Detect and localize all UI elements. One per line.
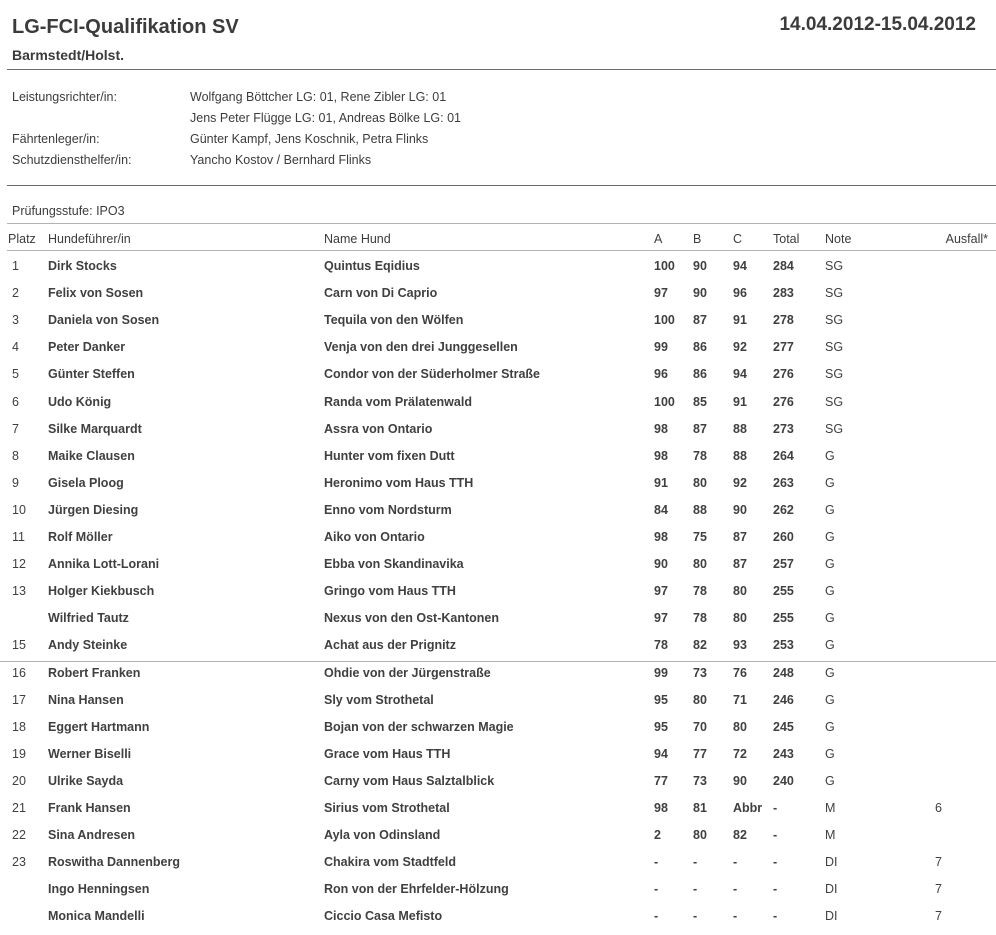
- cell-score-a: 99: [654, 665, 668, 680]
- cell-total: 260: [773, 530, 794, 544]
- cell-score-b: 78: [693, 448, 707, 463]
- cell-platz: 16: [12, 665, 26, 680]
- table-row: [0, 259, 996, 279]
- cell-score-c: 80: [733, 719, 747, 734]
- cell-total: 263: [773, 475, 794, 490]
- cell-platz: 15: [12, 638, 26, 653]
- cell-platz: 3: [12, 313, 19, 328]
- cell-ausfall: 7: [935, 882, 942, 897]
- cell-score-b: 80: [693, 557, 707, 572]
- header-divider: [7, 69, 996, 70]
- cell-platz: 20: [12, 773, 26, 788]
- cell-score-a: 95: [654, 719, 668, 734]
- cell-dog: Carny vom Haus Salztalblick: [324, 773, 495, 788]
- track-layers-value: Günter Kampf, Jens Koschnik, Petra Flinks: [190, 132, 429, 146]
- exam-level: Prüfungsstufe: IPO3: [12, 204, 125, 218]
- cell-score-a: 98: [654, 421, 668, 436]
- cell-platz: 4: [12, 340, 19, 355]
- cell-score-b: 73: [693, 665, 707, 680]
- table-row: [0, 855, 996, 875]
- cell-total: -: [773, 909, 778, 924]
- cell-score-a: 2: [654, 828, 661, 843]
- cell-note: G: [825, 719, 835, 734]
- cell-dog: Gringo vom Haus TTH: [324, 584, 456, 599]
- cell-platz: 9: [12, 475, 19, 490]
- cell-handler: Roswitha Dannenberg: [48, 855, 180, 870]
- judges-label: Leistungsrichter/in:: [12, 90, 117, 104]
- col-header-dog: Name Hund: [324, 232, 391, 246]
- table-row: [0, 449, 996, 469]
- cell-note: M: [825, 801, 836, 815]
- cell-handler: Rolf Möller: [48, 530, 113, 544]
- table-row: [0, 611, 996, 631]
- cell-score-a: 96: [654, 367, 668, 382]
- cell-score-a: 100: [654, 394, 675, 409]
- cell-score-a: 95: [654, 692, 668, 707]
- cell-platz: 13: [12, 584, 26, 599]
- cell-total: 245: [773, 719, 794, 734]
- cell-score-c: 90: [733, 502, 747, 517]
- cell-handler: Ulrike Sayda: [48, 773, 124, 788]
- cell-score-b: -: [693, 855, 698, 870]
- cell-score-c: 93: [733, 638, 747, 653]
- cell-score-a: 97: [654, 584, 668, 599]
- cell-note: DI: [825, 855, 838, 870]
- cell-note: SG: [825, 286, 844, 301]
- col-header-c: C: [733, 232, 743, 246]
- cell-score-a: 90: [654, 557, 668, 572]
- cell-handler: Silke Marquardt: [48, 421, 142, 436]
- cell-score-a: 97: [654, 611, 668, 626]
- col-header-a: A: [654, 232, 663, 246]
- cell-handler: Holger Kiekbusch: [48, 584, 155, 599]
- cell-platz: 19: [12, 746, 26, 761]
- cell-total: 278: [773, 313, 794, 328]
- cell-note: SG: [825, 367, 844, 382]
- cell-score-c: 80: [733, 584, 747, 599]
- cell-note: G: [825, 665, 835, 680]
- cell-total: 276: [773, 367, 794, 382]
- cell-note: G: [825, 746, 835, 761]
- cell-score-b: 90: [693, 286, 707, 301]
- cell-platz: 10: [12, 502, 26, 517]
- col-header-handler: Hundeführer/in: [48, 232, 131, 246]
- location-subtitle: Barmstedt/Holst.: [12, 47, 125, 63]
- cell-total: 284: [773, 259, 794, 273]
- cell-score-a: -: [654, 882, 659, 897]
- table-row: [0, 882, 996, 902]
- table-row: [0, 747, 996, 767]
- table-row: [0, 422, 996, 442]
- cell-platz: 21: [12, 801, 26, 815]
- table-row: [0, 693, 996, 713]
- table-row: [0, 476, 996, 496]
- cell-handler: Robert Franken: [48, 665, 141, 680]
- cell-note: G: [825, 530, 835, 544]
- table-row: [0, 584, 996, 604]
- cell-score-b: 80: [693, 475, 707, 490]
- cell-dog: Grace vom Haus TTH: [324, 746, 451, 761]
- cell-score-c: -: [733, 855, 738, 870]
- cell-ausfall: 7: [935, 909, 942, 924]
- cell-score-b: 85: [693, 394, 707, 409]
- cell-score-a: -: [654, 855, 659, 870]
- track-layers-label: Fährtenleger/in:: [12, 132, 100, 146]
- helpers-value: Yancho Kostov / Bernhard Flinks: [190, 153, 372, 167]
- cell-dog: Ciccio Casa Mefisto: [324, 909, 443, 924]
- cell-score-c: 94: [733, 367, 747, 382]
- cell-total: -: [773, 855, 778, 870]
- cell-score-c: 94: [733, 259, 747, 273]
- cell-score-b: 82: [693, 638, 707, 653]
- cell-handler: Nina Hansen: [48, 692, 124, 707]
- cell-score-c: 72: [733, 746, 747, 761]
- table-row: [0, 801, 996, 821]
- cell-score-a: 84: [654, 502, 668, 517]
- cell-note: G: [825, 773, 835, 788]
- table-row: [0, 286, 996, 306]
- cell-handler: Eggert Hartmann: [48, 719, 150, 734]
- cell-note: DI: [825, 909, 838, 924]
- cell-handler: Annika Lott-Lorani: [48, 557, 160, 572]
- cell-total: -: [773, 801, 778, 815]
- cell-handler: Peter Danker: [48, 340, 126, 355]
- cell-dog: Quintus Eqidius: [324, 259, 420, 273]
- cell-score-c: 96: [733, 286, 747, 301]
- cell-total: 283: [773, 286, 794, 301]
- cell-score-a: 78: [654, 638, 668, 653]
- cell-dog: Assra von Ontario: [324, 421, 433, 436]
- cell-score-a: 91: [654, 475, 668, 490]
- cell-score-c: 80: [733, 611, 747, 626]
- cell-score-a: 99: [654, 340, 668, 355]
- cell-score-c: 91: [733, 394, 747, 409]
- cell-score-a: 77: [654, 773, 668, 788]
- cell-note: G: [825, 692, 835, 707]
- cell-note: M: [825, 828, 836, 843]
- cell-total: 246: [773, 692, 794, 707]
- cell-note: G: [825, 584, 835, 599]
- cell-score-b: 77: [693, 746, 707, 761]
- cell-score-c: 87: [733, 530, 747, 544]
- table-row: [0, 666, 996, 686]
- cell-dog: Sirius vom Strothetal: [324, 801, 450, 815]
- cell-handler: Ingo Henningsen: [48, 882, 150, 897]
- cell-handler: Günter Steffen: [48, 367, 135, 382]
- cell-score-c: Abbr: [733, 801, 763, 815]
- cell-score-b: -: [693, 882, 698, 897]
- cell-handler: Wilfried Tautz: [48, 611, 129, 626]
- cell-platz: 2: [12, 286, 19, 301]
- table-row: [0, 720, 996, 740]
- cell-score-a: -: [654, 909, 659, 924]
- cell-platz: 12: [12, 557, 26, 572]
- helpers-label: Schutzdiensthelfer/in:: [12, 153, 132, 167]
- cell-total: 264: [773, 448, 794, 463]
- row-strike-line: [0, 661, 996, 662]
- cell-dog: Sly vom Strothetal: [324, 692, 434, 707]
- judges-value-continued: Jens Peter Flügge LG: 01, Andreas Bölke LG: 01: [190, 111, 461, 125]
- cell-score-b: 87: [693, 421, 707, 436]
- cell-score-a: 98: [654, 448, 668, 463]
- cell-note: G: [825, 638, 835, 653]
- cell-score-b: 88: [693, 502, 707, 517]
- cell-score-a: 97: [654, 286, 668, 301]
- cell-note: G: [825, 448, 835, 463]
- cell-score-c: 92: [733, 340, 747, 355]
- cell-note: G: [825, 557, 835, 572]
- judges-value: Wolfgang Böttcher LG: 01, Rene Zibler LG: 01: [190, 90, 447, 104]
- cell-total: 248: [773, 665, 794, 680]
- cell-note: SG: [825, 394, 844, 409]
- cell-dog: Tequila von den Wölfen: [324, 313, 464, 328]
- cell-handler: Frank Hansen: [48, 801, 131, 815]
- cell-handler: Gisela Ploog: [48, 475, 124, 490]
- cell-score-b: -: [693, 909, 698, 924]
- officials-divider: [7, 185, 996, 186]
- cell-score-b: 78: [693, 611, 707, 626]
- cell-platz: 17: [12, 692, 26, 707]
- cell-dog: Condor von der Süderholmer Straße: [324, 367, 541, 382]
- date-range: 14.04.2012-15.04.2012: [779, 14, 976, 35]
- cell-ausfall: 6: [935, 801, 942, 815]
- cell-score-b: 70: [693, 719, 707, 734]
- level-divider: [7, 223, 996, 224]
- cell-platz: 5: [12, 367, 19, 382]
- cell-ausfall: 7: [935, 855, 942, 870]
- cell-dog: Chakira vom Stadtfeld: [324, 855, 456, 870]
- table-row: [0, 909, 996, 929]
- cell-score-a: 94: [654, 746, 668, 761]
- cell-score-c: -: [733, 882, 738, 897]
- cell-note: G: [825, 475, 835, 490]
- cell-handler: Udo König: [48, 394, 112, 409]
- cell-handler: Werner Biselli: [48, 746, 132, 761]
- table-row: [0, 503, 996, 523]
- cell-score-c: 88: [733, 448, 747, 463]
- cell-handler: Maike Clausen: [48, 448, 135, 463]
- cell-note: SG: [825, 259, 844, 273]
- cell-dog: Hunter vom fixen Dutt: [324, 448, 455, 463]
- cell-score-c: 88: [733, 421, 747, 436]
- cell-score-c: 87: [733, 557, 747, 572]
- cell-dog: Aiko von Ontario: [324, 530, 425, 544]
- cell-dog: Ebba von Skandinavika: [324, 557, 464, 572]
- col-header-b: B: [693, 232, 702, 246]
- document-title: LG-FCI-Qualifikation SV: [12, 16, 239, 38]
- cell-note: SG: [825, 421, 844, 436]
- cell-score-b: 87: [693, 313, 707, 328]
- cell-note: SG: [825, 313, 844, 328]
- cell-dog: Randa vom Prälatenwald: [324, 394, 472, 409]
- cell-dog: Bojan von der schwarzen Magie: [324, 719, 514, 734]
- cell-dog: Nexus von den Ost-Kantonen: [324, 611, 500, 626]
- col-header-note: Note: [825, 232, 852, 246]
- cell-total: 257: [773, 557, 794, 572]
- cell-total: 277: [773, 340, 794, 355]
- cell-dog: Venja von den drei Junggesellen: [324, 340, 518, 355]
- cell-dog: Ohdie von der Jürgenstraße: [324, 665, 491, 680]
- cell-dog: Heronimo vom Haus TTH: [324, 475, 474, 490]
- cell-total: 255: [773, 584, 794, 599]
- cell-score-b: 81: [693, 801, 707, 815]
- cell-score-b: 80: [693, 828, 707, 843]
- cell-total: 262: [773, 502, 794, 517]
- cell-score-a: 100: [654, 313, 675, 328]
- cell-score-b: 80: [693, 692, 707, 707]
- cell-handler: Dirk Stocks: [48, 259, 117, 273]
- cell-note: G: [825, 611, 835, 626]
- table-row: [0, 313, 996, 333]
- table-row: [0, 530, 996, 550]
- cell-platz: 18: [12, 719, 26, 734]
- cell-total: 276: [773, 394, 794, 409]
- cell-platz: 11: [12, 530, 25, 544]
- cell-note: SG: [825, 340, 844, 355]
- cell-total: -: [773, 882, 778, 897]
- cell-handler: Jürgen Diesing: [48, 502, 139, 517]
- cell-handler: Daniela von Sosen: [48, 313, 160, 328]
- cell-note: G: [825, 502, 835, 517]
- cell-dog: Ron von der Ehrfelder-Hölzung: [324, 882, 509, 897]
- cell-score-c: 92: [733, 475, 747, 490]
- cell-score-b: 86: [693, 367, 707, 382]
- table-row: [0, 340, 996, 360]
- cell-score-c: 91: [733, 313, 747, 328]
- cell-dog: Carn von Di Caprio: [324, 286, 438, 301]
- cell-score-b: 78: [693, 584, 707, 599]
- cell-dog: Achat aus der Prignitz: [324, 638, 456, 653]
- cell-handler: Monica Mandelli: [48, 909, 145, 924]
- cell-handler: Andy Steinke: [48, 638, 128, 653]
- cell-handler: Sina Andresen: [48, 828, 136, 843]
- table-row: [0, 557, 996, 577]
- col-header-platz: Platz: [8, 232, 36, 246]
- cell-total: 255: [773, 611, 794, 626]
- cell-platz: 1: [12, 259, 19, 273]
- cell-score-b: 73: [693, 773, 707, 788]
- cell-score-a: 98: [654, 530, 668, 544]
- table-header-divider: [7, 250, 996, 251]
- table-row: [0, 774, 996, 794]
- cell-platz: 7: [12, 421, 19, 436]
- cell-dog: Ayla von Odinsland: [324, 828, 441, 843]
- cell-score-a: 100: [654, 259, 675, 273]
- cell-score-a: 98: [654, 801, 668, 815]
- cell-total: 273: [773, 421, 794, 436]
- cell-note: DI: [825, 882, 838, 897]
- cell-platz: 8: [12, 448, 19, 463]
- table-row: [0, 638, 996, 658]
- table-row: [0, 395, 996, 415]
- cell-score-c: -: [733, 909, 738, 924]
- table-row: [0, 367, 996, 387]
- cell-score-b: 75: [693, 530, 707, 544]
- cell-score-b: 86: [693, 340, 707, 355]
- cell-platz: 6: [12, 394, 19, 409]
- cell-platz: 23: [12, 855, 26, 870]
- cell-handler: Felix von Sosen: [48, 286, 144, 301]
- cell-total: 243: [773, 746, 794, 761]
- col-header-total: Total: [773, 232, 800, 246]
- table-row: [0, 828, 996, 848]
- cell-total: 240: [773, 773, 794, 788]
- cell-platz: 22: [12, 828, 26, 843]
- cell-score-c: 90: [733, 773, 747, 788]
- cell-score-b: 90: [693, 259, 707, 273]
- cell-dog: Enno vom Nordsturm: [324, 502, 452, 517]
- cell-total: -: [773, 828, 778, 843]
- cell-total: 253: [773, 638, 794, 653]
- col-header-ausfall: Ausfall*: [945, 232, 988, 246]
- cell-score-c: 82: [733, 828, 747, 843]
- cell-score-c: 71: [733, 692, 747, 707]
- cell-score-c: 76: [733, 665, 747, 680]
